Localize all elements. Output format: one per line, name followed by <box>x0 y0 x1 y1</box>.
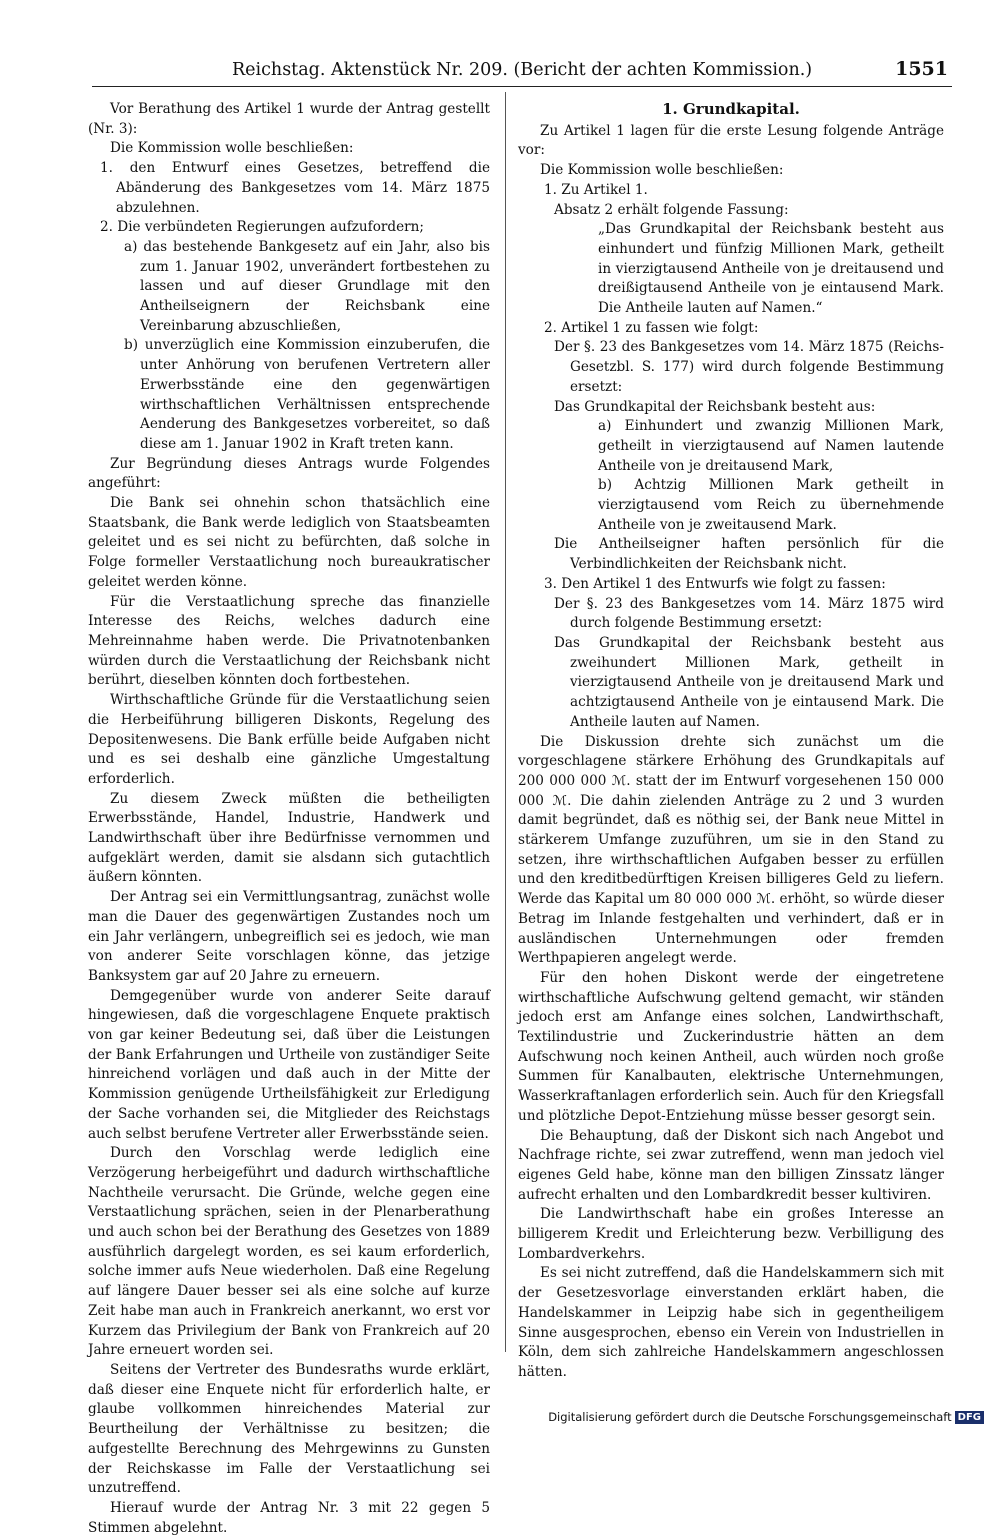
paragraph: Der Antrag sei ein Vermittlungsantrag, zunächst wolle man die Dauer des gegenwärtigen Zustandes noch um ein Jahr verlängern, unbegreiflich sei es jedoch, wie man von anderer Seite vorschlagen könne, das jetzige Banksystem gar auf 20 Jahre zu erneuern. <box>88 889 490 984</box>
paragraph: Für den hohen Diskont werde der eingetretene wirthschaftliche Aufschwung geltend gemacht, wir ständen jedoch erst am Anfange eines solchen, Landwirthschaft, Textilindustrie und Zuckerindustrie hätten an dem Aufschwung noch keinen Antheil, auch würden noch große Summen für Kanalbauten, elektrische Unternehmungen, Wasserkraftanlagen erforderlich sein. Auch für den Kriegsfall und plötzliche Depot-Entziehung müsse besser gesorgt sein. <box>518 969 944 1124</box>
paragraph: Zur Begründung dieses Antrags wurde Folgendes angeführt: <box>88 455 490 492</box>
paragraph: Die Antheilseigner haften persönlich für die Verbindlichkeiten der Reichsbank nicht. <box>554 536 944 573</box>
page-number: 1551 <box>895 58 948 80</box>
paragraph: Die Kommission wolle beschließen: <box>110 140 354 157</box>
paragraph: a) Einhundert und zwanzig Millionen Mark, getheilt in vierzigtausend auf Namen lautende Antheile von je dreitausend Mark, <box>598 418 944 474</box>
paragraph: Die Bank sei ohnehin schon thatsächlich eine Staatsbank, die Bank werde lediglich von Staatsbeamten geleitet und es sei nicht zu befürchten, daß solche in Folge formeller Verstaatlichung noch bureaukratischer geleitet werden könne. <box>88 495 490 590</box>
paragraph: Für die Verstaatlichung spreche das finanzielle Interesse des Reichs, welches dadurch eine Mehreinnahme haben werde. Die Privatnotenbanken würden durch die Verstaatlichung der Reichsbank nicht berührt, dieselben könnten doch fortbestehen. <box>88 593 490 689</box>
paragraph: Zu diesem Zweck müßten die betheiligten Erwerbsstände, Handel, Industrie, Handwerk und Landwirthschaft über ihre Bedürfnisse vernommen und aufgeklärt werden, damit sie alsdann sich gutachtlich äußern könnten. <box>88 790 490 886</box>
paragraph: Die Kommission wolle beschließen: <box>540 162 784 179</box>
column-divider <box>505 92 506 1352</box>
paragraph: Vor Berathung des Artikel 1 wurde der Antrag gestellt (Nr. 3): <box>88 101 490 137</box>
footer <box>548 1410 984 1424</box>
paragraph: 3. Den Artikel 1 des Entwurfs wie folgt zu fassen: <box>544 575 886 592</box>
paragraph: Demgegenüber wurde von anderer Seite darauf hingewiesen, daß die vorgeschlagene Enquete praktisch von gar keiner Bedeutung sei, daß über die Leistungen der Bank Erfahrungen und Urtheile von zuständiger Seite hinreichend vorlägen und daß auch in der Mitte der Kommission genügende Urtheilsfähigkeit zur Erledigung der Sache vorhanden sei, die Mitglieder des Reichstags auch selbst berufene Vertreter aller Erwerbsstände seien. <box>88 987 490 1142</box>
right-column <box>518 100 944 1383</box>
paragraph: Die Behauptung, daß der Diskont sich nach Angebot und Nachfrage richte, sei zwar zutreffend, wenn man jedoch viel eigenes Geld habe, könne man den billigen Zinssatz länger aufrecht erhalten und den Lombardkredit besser kultiviren. <box>518 1127 944 1203</box>
paragraph: Das Grundkapital der Reichsbank besteht aus zweihundert Millionen Mark, getheilt in vierzigtausend Antheile von je dreitausend Mark und achtzigtausend Antheile von je eintausend Mark. Die Antheile lauten auf Namen. <box>554 634 944 730</box>
paragraph: Absatz 2 erhält folgende Fassung: <box>554 201 789 218</box>
paragraph: Seitens der Vertreter des Bundesraths wurde erklärt, daß dieser eine Enquete nicht für erforderlich halte, er glaube vollkommen hinreichendes Material zur Beurtheilung der Verhältnisse zu besitzen; die aufgestellte Berechnung des Mehrgewinns zu Gunsten der Reichskasse im Falle der Verstaatlichung sei unzutreffend. <box>88 1362 490 1497</box>
paragraph: Hierauf wurde der Antrag Nr. 3 mit 22 gegen 5 Stimmen abgelehnt. <box>88 1499 490 1536</box>
dfg-logo: DFG <box>955 1411 984 1424</box>
paragraph: Die Landwirthschaft habe ein großes Interesse an billigerem Kredit und Erleichterung bezw. Verbilligung des Lombardverkehrs. <box>518 1206 944 1262</box>
paragraph: b) unverzüglich eine Kommission einzuberufen, die unter Anhörung von berufenen Vertretern aller Erwerbsstände eine den gegenwärtigen wirthschaftlichen Verhältnissen entsprechende Aenderung des Bankgesetzes vorbereitet, so daß diese am 1. Januar 1902 in Kraft treten kann. <box>124 337 490 452</box>
paragraph: b) Achtzig Millionen Mark getheilt in vierzigtausend vom Reich zu übernehmende Antheile von je zweitausend Mark. <box>598 477 944 533</box>
paragraph: Das Grundkapital der Reichsbank besteht aus: <box>554 398 876 415</box>
paragraph: „Das Grundkapital der Reichsbank besteht aus einhundert und fünfzig Millionen Mark, getheilt in vierzigtausend Antheile von je dreitausend und dreißigtausend Antheile von je eintausend Mark. Die Antheile lauten auf Namen.“ <box>598 221 944 317</box>
footer-credit: Digitalisierung gefördert durch die Deutsche Forschungsgemeinschaft <box>548 1410 952 1424</box>
paragraph: Der §. 23 des Bankgesetzes vom 14. März 1875 (Reichs-Gesetzbl. S. 177) wird durch folgende Bestimmung ersetzt: <box>554 339 944 395</box>
section-title: 1. Grundkapital. <box>662 100 800 118</box>
paragraph: a) das bestehende Bankgesetz auf ein Jahr, also bis zum 1. Januar 1902, unverändert fortbestehen zu lassen und auf dieser Grundlage mit den Antheilseignern der Reichsbank eine Vereinbarung abzuschließen, <box>124 238 490 334</box>
paragraph: Der §. 23 des Bankgesetzes vom 14. März 1875 wird durch folgende Bestimmung ersetzt: <box>554 595 944 632</box>
page-header <box>92 58 952 87</box>
paragraph: 2. Die verbündeten Regierungen aufzufordern; <box>100 219 424 236</box>
paragraph: 2. Artikel 1 zu fassen wie folgt: <box>544 319 759 336</box>
running-title: Reichstag. Aktenstück Nr. 209. (Bericht der achten Kommission.) <box>232 60 813 80</box>
paragraph: Durch den Vorschlag werde lediglich eine Verzögerung herbeigeführt und dadurch wirthschaftliche Nachtheile verursacht. Die Gründe, welche gegen eine Verstaatlichung sprächen, seien in der Plenarberathung und auch schon bei der Berathung des Gesetzes von 1889 ausführlich dargelegt worden, es sei kaum erforderlich, solche immer aufs Neue wiederholen. Daß eine Regelung auf längere Dauer besser sei als eine solche auf kurze Zeit habe man auch in Frankreich anerkannt, wo erst vor Kurzem das Privilegium der Bank von Frankreich auf 20 Jahre erneuert worden sei. <box>88 1145 490 1359</box>
paragraph: 1. den Entwurf eines Gesetzes, betreffend die Abänderung des Bankgesetzes vom 14. März 1875 abzulehnen. <box>100 160 490 216</box>
paragraph: Die Diskussion drehte sich zunächst um die vorgeschlagene stärkere Erhöhung des Grundkapitals auf 200 000 000 ℳ. statt der im Entwurf vorgesehenen 150 000 000 ℳ. Die dahin zielenden Anträge zu 2 und 3 wurden damit begründet, daß es nöthig sei, der Bank neue Mittel in stärkerem Umfange zuzuführen, um sie in den Stand zu setzen, ihre wirthschaftlichen Aufgaben besser zu erfüllen und den kreditbedürftigen Kreisen billigeres Geld zu liefern. Werde das Kapital um 80 000 000 ℳ. erhöht, so würde dieser Betrag im Inlande festgehalten und verhindert, daß er in ausländischen Unternehmungen oder fremden Werthpapieren angelegt werde. <box>518 733 944 967</box>
paragraph: Zu Artikel 1 lagen für die erste Lesung folgende Anträge vor: <box>518 122 944 159</box>
paragraph: Wirthschaftliche Gründe für die Verstaatlichung seien die Herbeiführung billigeren Diskonts, Regelung des Depositenwesens. Die Bank erfülle beide Aufgaben nicht und es sei deshalb eine gänzliche Umgestaltung erforderlich. <box>88 692 490 787</box>
paragraph: 1. Zu Artikel 1. <box>544 181 648 198</box>
paragraph: Es sei nicht zutreffend, daß die Handelskammern sich mit der Gesetzesvorlage einverstanden erklärt haben, die Handelskammer in Leipzig habe sich in gegentheiligem Sinne ausgesprochen, ebenso ein Verein von Industriellen in Köln, dem sich zahlreiche Handelskammern angeschlossen hätten. <box>518 1265 944 1380</box>
left-column <box>88 100 490 1538</box>
